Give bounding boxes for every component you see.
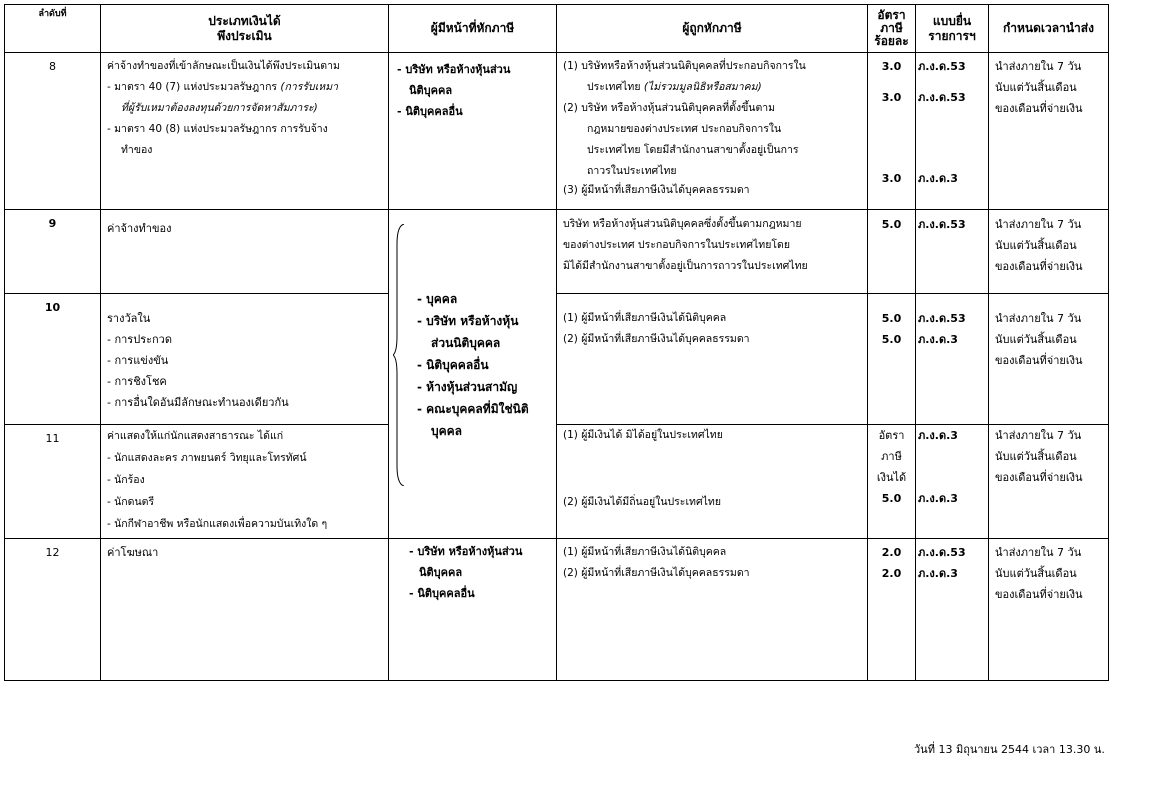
table-row bbox=[5, 53, 1109, 210]
table-row bbox=[5, 210, 1109, 294]
form-cell: ภ.ง.ด.3 ภ.ง.ด.3 bbox=[916, 425, 989, 539]
payee-cell: บริษัท หรือห้างหุ้นส่วนนิติบุคคลซึ่งตั้งขึ้นตามกฎหมาย ของต่างประเทศ ประกอบกิจการในประเทศไทยโดย มิได้มีสำนักงานสาขาตั้งอยู่เป็นการถาวรในประเทศไทย bbox=[557, 210, 868, 294]
payee-cell: (1) ผู้มีหน้าที่เสียภาษีเงินได้นิติบุคคล (2) ผู้มีหน้าที่เสียภาษีเงินได้บุคคลธรรมดา bbox=[557, 294, 868, 425]
rate-cell: 5.0 5.0 bbox=[868, 294, 916, 425]
payee-cell: (1) บริษัทหรือห้างหุ้นส่วนนิติบุคคลที่ประกอบกิจการใน ประเทศไทย (ไม่รวมมูลนิธิหรือสมาคม) (2) บริษัท หรือห้างหุ้นส่วนนิติบุคคลที่ตั้งขึ้นตาม กฎหมายของต่างประเทศ ประกอบกิจการใน ประเทศไทย โดยมีสำนักงานสาขาตั้งอยู่เป็นการ ถาวรในประเทศไทย (3) ผู้มีหน้าที่เสียภาษีเงินได้บุคคลธรรมดา bbox=[557, 53, 868, 210]
income-type-cell: ค่าโฆษณา bbox=[101, 539, 389, 681]
form-cell: ภ.ง.ด.53 bbox=[916, 210, 989, 294]
payer-cell: - บริษัท หรือห้างหุ้นส่วน นิติบุคคล - นิติบุคคลอื่น bbox=[389, 53, 557, 210]
rate-cell: 2.0 2.0 bbox=[868, 539, 916, 681]
income-type-cell: รางวัลใน - การประกวด - การแข่งขัน - การชิงโชค - การอื่นใดอันมีลักษณะทำนองเดียวกัน bbox=[101, 294, 389, 425]
header-form: แบบยื่น รายการฯ bbox=[916, 5, 989, 53]
footer-date: วันที่ 13 มิถุนายน 2544 เวลา 13.30 น. bbox=[914, 743, 1105, 756]
table-row bbox=[5, 539, 1109, 681]
row-number: 8 bbox=[5, 53, 101, 210]
rate-cell: อัตรา ภาษี เงินได้ 5.0 bbox=[868, 425, 916, 539]
payer-cell: - บริษัท หรือห้างหุ้นส่วน นิติบุคคล - นิติบุคคลอื่น bbox=[389, 539, 557, 681]
income-type-cell: ค่าแสดงให้แก่นักแสดงสาธารณะ ได้แก่ - นักแสดงละคร ภาพยนตร์ วิทยุและโทรทัศน์ - นักร้อง - นักดนตรี - นักกีฬาอาชีพ หรือนักแสดงเพื่อความบันเทิงใด ๆ bbox=[101, 425, 389, 539]
table-row bbox=[5, 425, 1109, 539]
form-cell: ภ.ง.ด.53 ภ.ง.ด.3 bbox=[916, 294, 989, 425]
header-payee: ผู้ถูกหักภาษี bbox=[557, 5, 868, 53]
deadline-cell: นำส่งภายใน 7 วัน นับแต่วันสิ้นเดือน ของเดือนที่จ่ายเงิน bbox=[989, 53, 1109, 210]
deadline-cell: นำส่งภายใน 7 วัน นับแต่วันสิ้นเดือน ของเดือนที่จ่ายเงิน bbox=[989, 425, 1109, 539]
header-no: ลำดับที่ bbox=[5, 5, 101, 53]
payee-cell: (1) ผู้มีหน้าที่เสียภาษีเงินได้นิติบุคคล (2) ผู้มีหน้าที่เสียภาษีเงินได้บุคคลธรรมดา bbox=[557, 539, 868, 681]
table-row bbox=[5, 294, 1109, 425]
header-deadline: กำหนดเวลานำส่ง bbox=[989, 5, 1109, 53]
group-payer-cell bbox=[389, 210, 557, 539]
group-payer-list: - บุคคล - บริษัท หรือห้างหุ้น ส่วนนิติบุคคล - นิติบุคคลอื่น - ห้างหุ้นส่วนสามัญ - คณะบุคคลที่มิใช่นิติ บุคคล bbox=[417, 292, 529, 438]
income-type-cell: ค่าจ้างทำของ bbox=[101, 210, 389, 294]
deadline-cell: นำส่งภายใน 7 วัน นับแต่วันสิ้นเดือน ของเดือนที่จ่ายเงิน bbox=[989, 210, 1109, 294]
deadline-cell: นำส่งภายใน 7 วัน นับแต่วันสิ้นเดือน ของเดือนที่จ่ายเงิน bbox=[989, 294, 1109, 425]
income-type-cell: ค่าจ้างทำของที่เข้าลักษณะเป็นเงินได้พึงประเมินตาม - มาตรา 40 (7) แห่งประมวลรัษฎากร (การรับเหมา ที่ผู้รับเหมาต้องลงทุนด้วยการจัดหาสัมภาระ) - มาตรา 40 (8) แห่งประมวลรัษฎากร การรับจ้าง ทำของ bbox=[101, 53, 389, 210]
row-number: 9 bbox=[5, 210, 101, 294]
rate-cell: 3.0 3.0 3.0 bbox=[868, 53, 916, 210]
brace-icon bbox=[393, 224, 405, 486]
row-number: 11 bbox=[5, 425, 101, 539]
deadline-cell: นำส่งภายใน 7 วัน นับแต่วันสิ้นเดือน ของเดือนที่จ่ายเงิน bbox=[989, 539, 1109, 681]
payee-cell: (1) ผู้มีเงินได้ มิได้อยู่ในประเทศไทย (2) ผู้มีเงินได้มีถิ่นอยู่ในประเทศไทย bbox=[557, 425, 868, 539]
header-income-type: ประเภทเงินได้ พึงประเมิน bbox=[101, 5, 389, 53]
header-payer: ผู้มีหน้าที่หักภาษี bbox=[389, 5, 557, 53]
form-cell: ภ.ง.ด.53 ภ.ง.ด.53 ภ.ง.ด.3 bbox=[916, 53, 989, 210]
row-number: 10 bbox=[5, 294, 101, 425]
form-cell: ภ.ง.ด.53 ภ.ง.ด.3 bbox=[916, 539, 989, 681]
header-rate: อัตรา ภาษี ร้อยละ bbox=[868, 5, 916, 53]
tax-withholding-table bbox=[4, 4, 1109, 681]
rate-cell: 5.0 bbox=[868, 210, 916, 294]
header-row bbox=[5, 5, 1109, 53]
row-number: 12 bbox=[5, 539, 101, 681]
